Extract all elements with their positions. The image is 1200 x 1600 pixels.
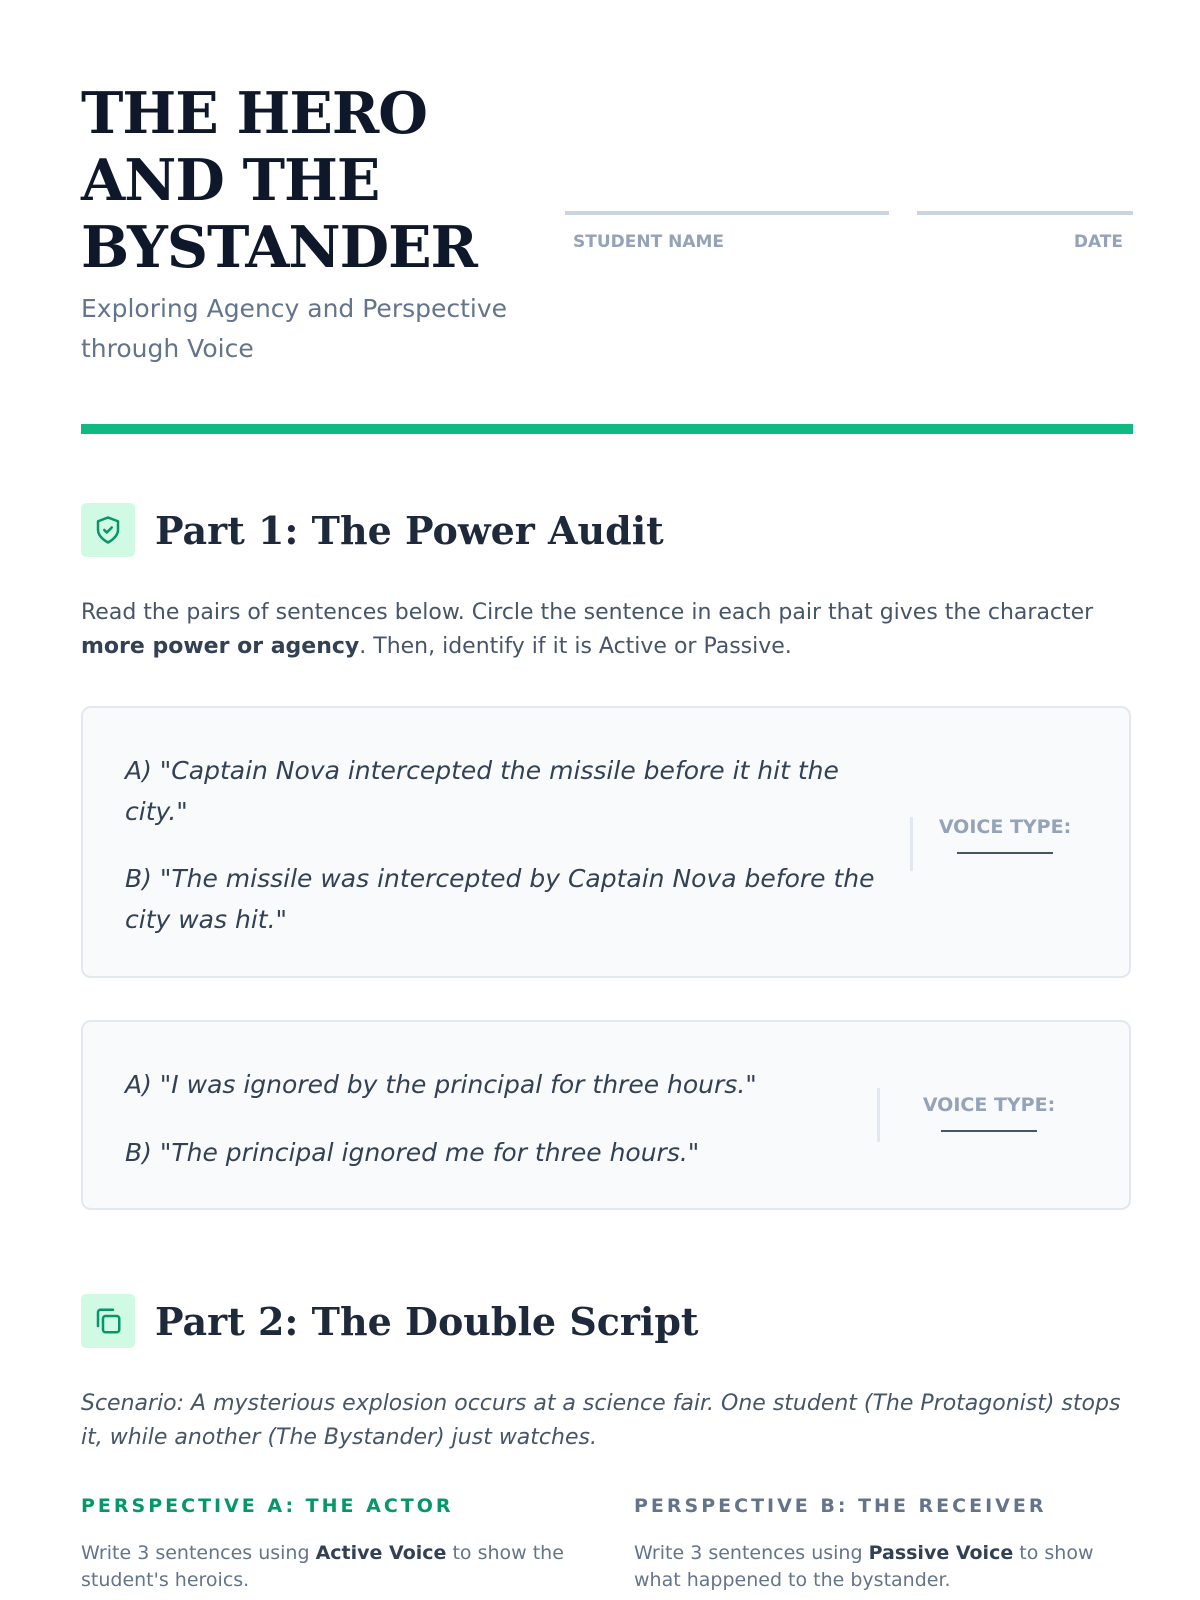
instructions-text-end: . Then, identify if it is Active or Passive. [359, 634, 792, 659]
sentence-option-a[interactable]: A) "Captain Nova intercepted the missile before it hit the city." [125, 756, 839, 826]
shield-check-icon [81, 503, 135, 557]
perspective-a-text: Write 3 sentences using [81, 1542, 316, 1564]
perspective-b-description [634, 1540, 1134, 1594]
worksheet-header [81, 80, 1131, 380]
part2-heading [81, 1294, 1133, 1350]
voice-type-blank[interactable] [957, 852, 1053, 854]
card-separator [910, 817, 913, 871]
copy-icon [81, 1294, 135, 1348]
instructions-emphasis: more power or agency [81, 634, 360, 659]
part1-heading [81, 503, 1133, 559]
perspective-a [81, 1492, 581, 1594]
sentence-option-b[interactable]: B) "The missile was intercepted by Captain Nova before the city was hit." [125, 864, 875, 934]
sentence-pair-card [81, 1020, 1131, 1210]
perspective-b-text: Write 3 sentences using [634, 1542, 869, 1564]
perspective-a-title: PERSPECTIVE A: THE ACTOR [81, 1495, 454, 1517]
student-name-label: STUDENT NAME [573, 232, 725, 252]
perspective-b-title: PERSPECTIVE B: THE RECEIVER [634, 1495, 1047, 1517]
perspective-a-description [81, 1540, 581, 1594]
sentence-option-a[interactable]: A) "I was ignored by the principal for three hours." [125, 1070, 757, 1099]
card-separator [877, 1088, 880, 1142]
page-title: THE HERO AND THE BYSTANDER [81, 80, 477, 281]
page-subtitle: Exploring Agency and Perspective through Voice [81, 294, 508, 363]
sentence-pair-card [81, 706, 1131, 978]
part2-title: Part 2: The Double Script [155, 1299, 699, 1344]
date-field[interactable] [917, 211, 1133, 215]
perspective-b-text-end: to show what happened to the bystander. [634, 1542, 1094, 1591]
perspective-b [634, 1492, 1134, 1594]
part2-scenario: Scenario: A mysterious explosion occurs at a science fair. One student (The Protagonist) stops it, while another (The Bystander) just watches. [81, 1391, 1121, 1450]
instructions-text: Read the pairs of sentences below. Circle the sentence in each pair that gives the character [81, 600, 1094, 625]
voice-type-label: VOICE TYPE: [938, 816, 1072, 838]
student-name-field[interactable] [565, 211, 889, 215]
sentence-option-b[interactable]: B) "The principal ignored me for three hours." [125, 1138, 700, 1167]
date-label: DATE [1073, 232, 1123, 252]
perspective-b-emphasis: Passive Voice [868, 1542, 1014, 1564]
header-divider [81, 424, 1133, 434]
voice-type-label: VOICE TYPE: [922, 1094, 1056, 1116]
part1-instructions [81, 596, 1133, 664]
voice-type-field [909, 1094, 1069, 1132]
perspective-a-emphasis: Active Voice [315, 1542, 447, 1564]
voice-type-field [925, 816, 1085, 854]
part1-title: Part 1: The Power Audit [155, 508, 664, 553]
voice-type-blank[interactable] [941, 1130, 1037, 1132]
perspective-a-text-end: to show the student's heroics. [81, 1542, 564, 1591]
